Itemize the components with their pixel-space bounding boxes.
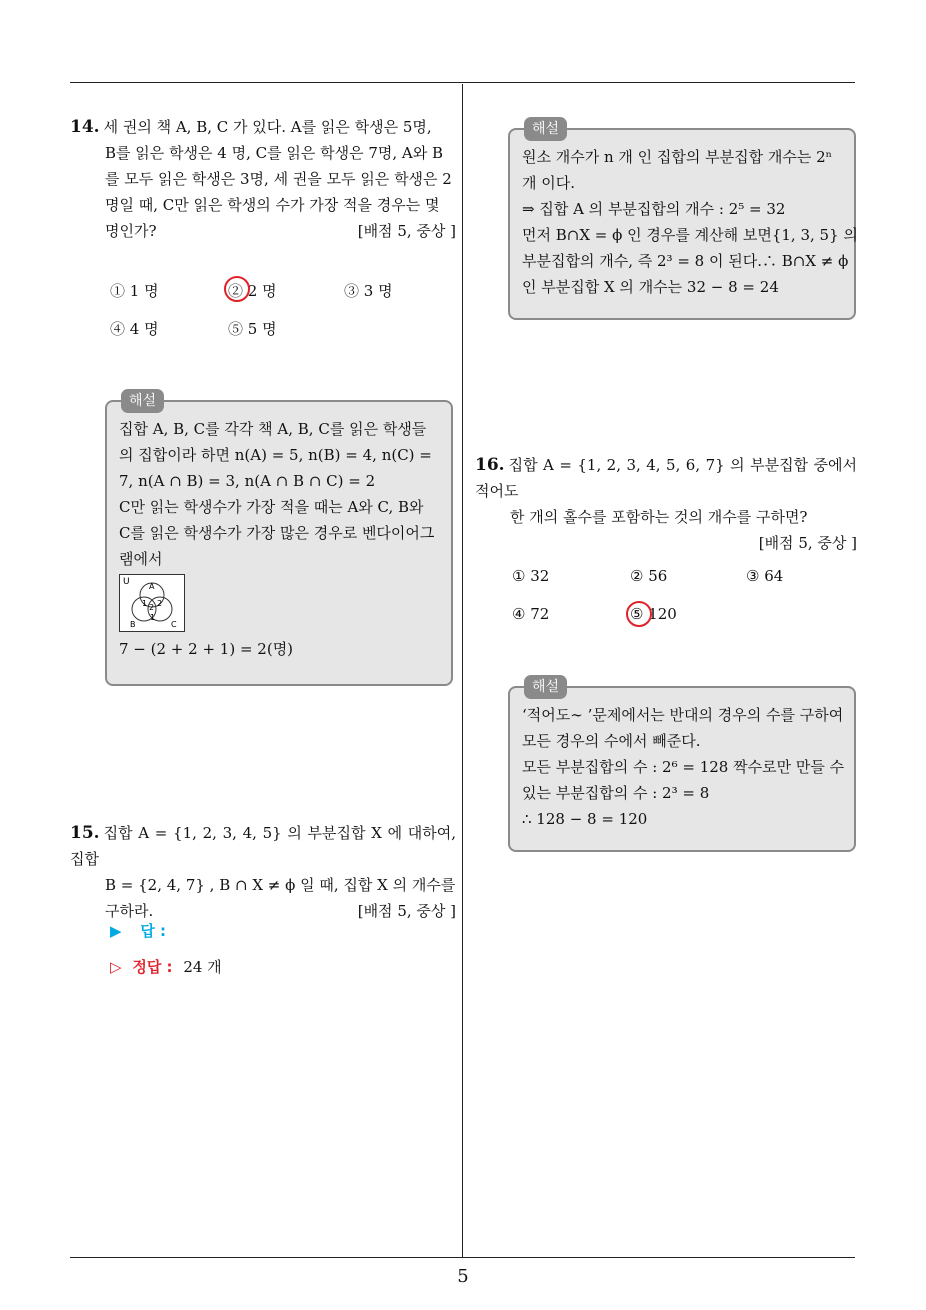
choice-2[interactable]: ② 2 명 <box>228 280 277 301</box>
question-text-line: B = {2, 4, 7} , B ∩ X ≠ ϕ 일 때, 집합 X 의 개수를 <box>105 876 456 894</box>
question-number: 14. <box>70 117 100 137</box>
solution-box-16 <box>508 679 856 852</box>
question-text-line: 집합 A = {1, 2, 3, 4, 5, 6, 7} 의 부분집합 중에서 적어도 <box>475 456 857 500</box>
question-text-line: 구하라. <box>105 902 154 920</box>
choice-3[interactable]: ③ 64 <box>746 567 784 585</box>
choice-4[interactable]: ④ 4 명 <box>110 320 159 338</box>
venn-value: 2 <box>149 603 155 612</box>
question-number: 15. <box>70 823 100 843</box>
solution-line: 부분집합의 개수, 즉 2³ = 8 이 된다.∴ B∩X ≠ ϕ <box>522 252 849 270</box>
choice-4[interactable]: ④ 72 <box>512 605 550 623</box>
solution-line: 모든 경우의 수에서 빼준다. <box>522 732 701 750</box>
question-text-line: 집합 A = {1, 2, 3, 4, 5} 의 부분집합 X 에 대하여, 집합 <box>70 824 456 868</box>
venn-label-u: U <box>123 577 130 587</box>
question-text-line: 를 모두 읽은 학생은 3명, 세 권을 모두 읽은 학생은 2 <box>105 170 452 188</box>
page-number: 5 <box>457 1266 469 1287</box>
choice-5[interactable]: ⑤ 5 명 <box>228 320 277 338</box>
venn-diagram <box>119 574 185 632</box>
solution-line: 원소 개수가 n 개 인 집합의 부분집합 개수는 2ⁿ <box>522 148 833 166</box>
question-15 <box>70 820 456 924</box>
solution-line: ⇒ 집합 A 의 부분집합의 개수 : 2⁵ = 32 <box>522 200 786 218</box>
choice-2[interactable]: ② 56 <box>630 567 668 585</box>
choice-5[interactable]: ⑤ 120 <box>630 605 677 623</box>
correct-answer-row <box>110 956 222 977</box>
question-text-line: 한 개의 홀수를 포함하는 것의 개수를 구하면? <box>510 508 808 526</box>
answer-arrow-icon: ▶ <box>110 922 122 940</box>
solution-tag: 해설 <box>524 117 567 141</box>
question-meta: [배점 5, 중상 ] <box>758 534 857 552</box>
correct-value: 24 개 <box>183 958 222 976</box>
venn-label-a: A <box>149 582 155 591</box>
solution-result: 7 − (2 + 2 + 1) = 2(명) <box>119 640 294 658</box>
solution-box-14 <box>105 393 453 686</box>
solution-tag: 해설 <box>524 675 567 699</box>
top-rule <box>70 82 855 83</box>
choice-1[interactable]: ① 32 <box>512 567 550 585</box>
question-text-line: B를 읽은 학생은 4 명, C를 읽은 학생은 7명, A와 B <box>105 144 444 162</box>
choice-3[interactable]: ③ 3 명 <box>344 282 393 300</box>
solution-line: 램에서 <box>119 550 163 568</box>
solution-line: C만 읽는 학생수가 가장 적을 때는 A와 C, B와 <box>119 498 424 516</box>
solution-line: 모든 부분집합의 수 : 2⁶ = 128 짝수로만 만들 수 <box>522 758 845 776</box>
choice-1[interactable]: ① 1 명 <box>110 282 159 300</box>
solution-line: ∴ 128 − 8 = 120 <box>522 810 648 828</box>
solution-line: 의 집합이라 하면 n(A) = 5, n(B) = 4, n(C) = <box>119 446 432 464</box>
solution-line: C를 읽은 학생수가 가장 많은 경우로 벤다이어그 <box>119 524 435 542</box>
marked-circle <box>224 276 250 302</box>
question-text-line: 세 권의 책 A, B, C 가 있다. A를 읽은 학생은 5명, <box>103 118 432 136</box>
marked-circle <box>626 601 652 627</box>
question-14 <box>70 114 456 244</box>
solution-line: 7, n(A ∩ B) = 3, n(A ∩ B ∩ C) = 2 <box>119 472 376 490</box>
question-text-line: 명인가? <box>105 222 157 240</box>
question-16 <box>475 452 857 556</box>
solution-line: 있는 부분집합의 수 : 2³ = 8 <box>522 784 710 802</box>
question-number: 16. <box>475 455 505 475</box>
correct-label: 정답 : <box>132 958 173 976</box>
venn-label-b: B <box>130 620 136 629</box>
answer-row <box>110 920 166 941</box>
question-text-line: 명일 때, C만 읽은 학생의 수가 가장 적을 경우는 몇 <box>105 196 440 214</box>
solution-line: ‘적어도∼ ’문제에서는 반대의 경우의 수를 구하여 <box>522 706 844 724</box>
answer-label: 답 : <box>140 922 167 940</box>
venn-value: 2 <box>157 599 163 608</box>
solution-tag: 해설 <box>121 389 164 413</box>
column-divider <box>462 84 463 1258</box>
venn-label-c: C <box>171 620 177 629</box>
venn-value: 1 <box>142 599 148 608</box>
correct-arrow-icon: ▷ <box>110 958 122 976</box>
question-meta: [배점 5, 중상 ] <box>357 222 456 240</box>
solution-box-15 <box>508 121 858 320</box>
solution-line: 집합 A, B, C를 각각 책 A, B, C를 읽은 학생들 <box>119 420 427 438</box>
venn-value: 1 <box>150 613 156 622</box>
solution-line: 인 부분집합 X 의 개수는 32 − 8 = 24 <box>522 278 779 296</box>
question-meta: [배점 5, 중상 ] <box>357 902 456 920</box>
solution-line: 먼저 B∩X = ϕ 인 경우를 계산해 보면{1, 3, 5} 의 <box>522 226 858 244</box>
solution-line: 개 이다. <box>522 174 576 192</box>
